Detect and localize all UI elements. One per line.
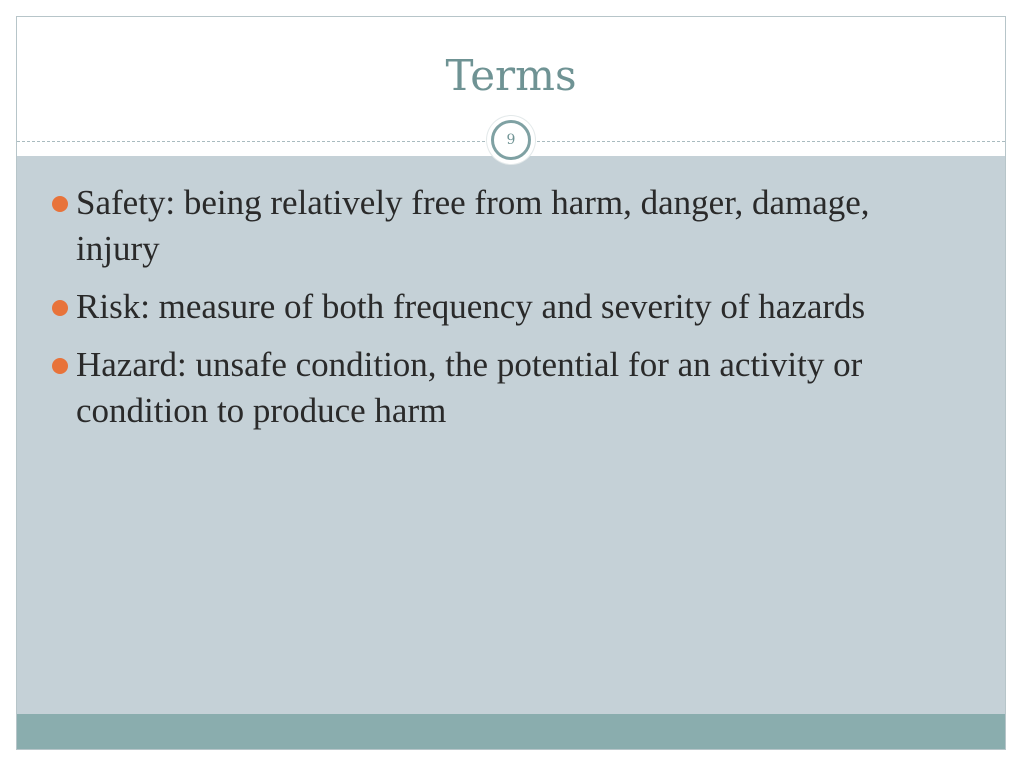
page-number: 9 xyxy=(491,120,531,160)
slide-title: Terms xyxy=(445,51,577,100)
bullet-text: Safety: being relatively free from harm, danger, damage, injury xyxy=(76,183,870,268)
bullet-dot-icon xyxy=(52,300,68,316)
bullet-dot-icon xyxy=(52,196,68,212)
page-number-badge xyxy=(487,116,535,164)
bullet-text: Risk: measure of both frequency and severity of hazards xyxy=(76,287,866,326)
bullet-list xyxy=(17,180,917,446)
slide xyxy=(16,16,1006,750)
bullet-dot-icon xyxy=(52,358,68,374)
bullet-item-safety xyxy=(17,180,917,272)
bullet-item-risk xyxy=(17,284,917,330)
bullet-text: Hazard: unsafe condition, the potential for an activity or condition to produce harm xyxy=(76,345,863,430)
footer-band xyxy=(17,714,1005,750)
bullet-item-hazard xyxy=(17,342,917,434)
